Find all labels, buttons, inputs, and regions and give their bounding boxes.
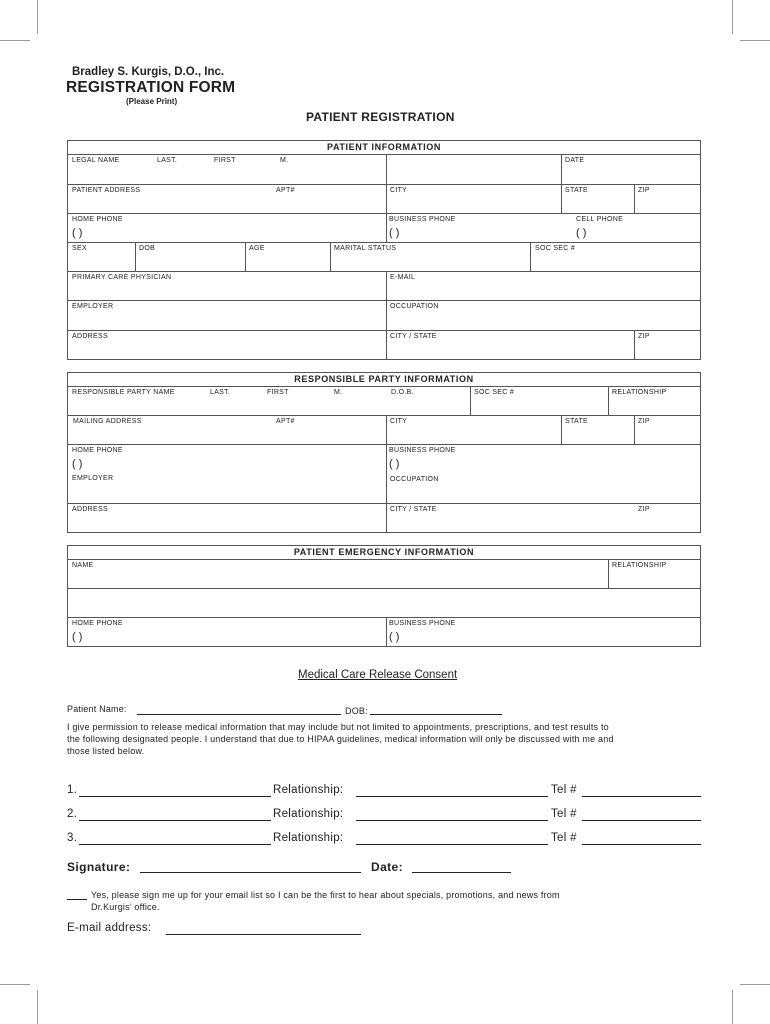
employer-label: EMPLOYER xyxy=(72,475,114,482)
tel-label: Tel # xyxy=(551,832,577,844)
home-phone-label: HOME PHONE xyxy=(72,216,123,223)
relationship-label: Relationship: xyxy=(273,808,344,820)
entry-number: 3. xyxy=(67,832,78,844)
last-label: LAST. xyxy=(157,157,178,164)
relationship-line[interactable] xyxy=(356,844,548,845)
tel-label: Tel # xyxy=(551,784,577,796)
state-label: STATE xyxy=(565,187,589,194)
business-phone-area-code: ( ) xyxy=(389,631,400,643)
patient-address-row[interactable] xyxy=(68,185,700,214)
practice-name: Bradley S. Kurgis, D.O., Inc. xyxy=(72,66,225,78)
first-label: FIRST xyxy=(267,389,289,396)
business-phone-area-code: ( ) xyxy=(389,227,400,239)
employer-label: EMPLOYER xyxy=(72,303,114,310)
responsible-employer-row[interactable] xyxy=(68,474,700,504)
consent-heading: Medical Care Release Consent xyxy=(298,669,458,681)
middle-label: M. xyxy=(334,389,343,396)
email-optin-text: Yes, please sign me up for your email list so I can be the first to hear about specials, promotions, and news from xyxy=(91,890,560,900)
phone-row[interactable] xyxy=(68,214,700,243)
tel-line[interactable] xyxy=(582,820,701,821)
designee-name-line[interactable] xyxy=(79,844,271,845)
crop-mark xyxy=(37,0,38,34)
relationship-label: RELATIONSHIP xyxy=(612,389,667,396)
email-address-label: E-mail address: xyxy=(67,922,152,934)
age-label: AGE xyxy=(249,245,265,252)
business-phone-area-code: ( ) xyxy=(389,458,400,470)
tel-line[interactable] xyxy=(582,844,701,845)
crop-mark xyxy=(37,990,38,1024)
patient-information-box xyxy=(67,140,701,360)
consent-text-line: those listed below. xyxy=(67,746,145,756)
please-print-note: (Please Print) xyxy=(126,97,178,106)
signature-label: Signature: xyxy=(67,860,131,874)
physician-row[interactable] xyxy=(68,272,700,301)
email-label: E-MAIL xyxy=(390,274,416,281)
dob-label: DOB: xyxy=(345,706,368,716)
marital-status-label: MARITAL STATUS xyxy=(334,245,397,252)
dob-label: DOB xyxy=(139,245,156,252)
crop-mark xyxy=(0,984,30,985)
designee-name-line[interactable] xyxy=(79,796,271,797)
designee-name-line[interactable] xyxy=(79,820,271,821)
emergency-blank-row[interactable] xyxy=(68,589,700,618)
responsible-party-box xyxy=(67,372,701,533)
relationship-label: Relationship: xyxy=(273,784,344,796)
signature-line[interactable] xyxy=(140,872,361,873)
section-title: RESPONSIBLE PARTY INFORMATION xyxy=(68,373,700,387)
business-phone-label: BUSINESS PHONE xyxy=(389,447,456,454)
entry-number: 2. xyxy=(67,808,78,820)
relationship-line[interactable] xyxy=(356,820,548,821)
date-line[interactable] xyxy=(412,872,511,873)
business-phone-label: BUSINESS PHONE xyxy=(389,620,456,627)
cell-phone-area-code: ( ) xyxy=(576,227,587,239)
email-optin-checkline[interactable] xyxy=(67,899,87,900)
home-phone-area-code: ( ) xyxy=(72,631,83,643)
consent-text-line: I give permission to release medical information that may include but not limited to appointments, prescriptions, and test results to xyxy=(67,722,609,732)
city-state-label: CITY / STATE xyxy=(390,506,437,513)
patient-address-label: PATIENT ADDRESS xyxy=(72,187,141,194)
home-phone-area-code: ( ) xyxy=(72,227,83,239)
patient-name-label: Patient Name: xyxy=(67,704,127,714)
tel-line[interactable] xyxy=(582,796,701,797)
demographics-row[interactable] xyxy=(68,243,700,272)
responsible-phone-row[interactable] xyxy=(68,445,700,474)
employer-row[interactable] xyxy=(68,301,700,331)
dob-label: D.O.B. xyxy=(391,389,414,396)
address-row[interactable] xyxy=(68,331,700,359)
mailing-address-label: MAILING ADDRESS xyxy=(73,418,142,425)
occupation-label: OCCUPATION xyxy=(390,303,439,310)
apt-label: APT# xyxy=(276,418,295,425)
state-label: STATE xyxy=(565,418,589,425)
business-phone-label: BUSINESS PHONE xyxy=(389,216,456,223)
zip-label: ZIP xyxy=(638,187,650,194)
legal-name-row[interactable] xyxy=(68,155,700,185)
emergency-information-box xyxy=(67,545,701,647)
crop-mark xyxy=(740,40,770,41)
occupation-label: OCCUPATION xyxy=(390,476,439,483)
address-label: ADDRESS xyxy=(72,506,108,513)
cell-phone-label: CELL PHONE xyxy=(576,216,624,223)
city-state-label: CITY / STATE xyxy=(390,333,437,340)
tel-label: Tel # xyxy=(551,808,577,820)
emergency-name-row[interactable] xyxy=(68,560,700,589)
consent-text-line: the following designated people. I understand that due to HIPAA guidelines, medical information will only be discussed with me and xyxy=(67,734,614,744)
section-title: PATIENT INFORMATION xyxy=(68,141,700,155)
zip-label: ZIP xyxy=(638,418,650,425)
crop-mark xyxy=(740,984,770,985)
form-title: REGISTRATION FORM xyxy=(66,79,236,96)
emergency-phone-row[interactable] xyxy=(68,618,700,646)
primary-care-physician-label: PRIMARY CARE PHYSICIAN xyxy=(72,274,172,281)
first-label: FIRST xyxy=(214,157,236,164)
main-heading: PATIENT REGISTRATION xyxy=(306,110,455,124)
mailing-address-row[interactable] xyxy=(68,416,700,445)
email-optin-text: Dr.Kurgis’ office. xyxy=(91,902,160,912)
entry-number: 1. xyxy=(67,784,78,796)
zip-label: ZIP xyxy=(638,506,650,513)
sex-label: SEX xyxy=(72,245,87,252)
home-phone-label: HOME PHONE xyxy=(72,447,123,454)
soc-sec-label: SOC SEC # xyxy=(535,245,576,252)
responsible-name-row[interactable] xyxy=(68,387,700,416)
name-label: NAME xyxy=(72,562,94,569)
soc-sec-label: SOC SEC # xyxy=(474,389,515,396)
date-label: DATE xyxy=(565,157,585,164)
legal-name-label: LEGAL NAME xyxy=(72,157,120,164)
home-phone-label: HOME PHONE xyxy=(72,620,123,627)
patient-name-line[interactable] xyxy=(137,714,341,715)
relationship-line[interactable] xyxy=(356,796,548,797)
city-label: CITY xyxy=(390,187,408,194)
crop-mark xyxy=(732,0,733,34)
responsible-address-row[interactable] xyxy=(68,504,700,532)
last-label: LAST. xyxy=(210,389,231,396)
home-phone-area-code: ( ) xyxy=(72,458,83,470)
apt-label: APT# xyxy=(276,187,295,194)
address-label: ADDRESS xyxy=(72,333,108,340)
middle-label: M. xyxy=(280,157,289,164)
section-title: PATIENT EMERGENCY INFORMATION xyxy=(68,546,700,560)
responsible-party-name-label: RESPONSIBLE PARTY NAME xyxy=(72,389,175,396)
relationship-label: Relationship: xyxy=(273,832,344,844)
zip-label: ZIP xyxy=(638,333,650,340)
email-address-line[interactable] xyxy=(166,934,361,935)
crop-mark xyxy=(732,990,733,1024)
dob-line[interactable] xyxy=(370,714,502,715)
date-label: Date: xyxy=(371,860,404,874)
relationship-label: RELATIONSHIP xyxy=(612,562,667,569)
crop-mark xyxy=(0,40,30,41)
city-label: CITY xyxy=(390,418,408,425)
